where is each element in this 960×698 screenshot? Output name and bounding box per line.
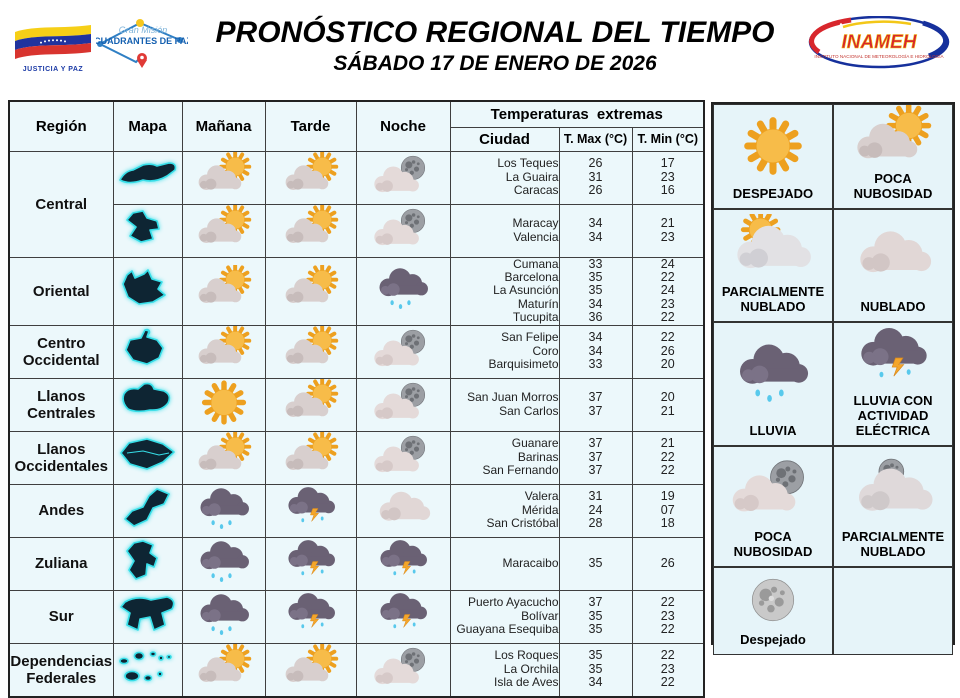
- tmin-value: 22: [660, 269, 675, 284]
- cloud-icon: [837, 222, 949, 288]
- city-name: Isla de Aves: [494, 675, 559, 690]
- inameh-seal-icon: [807, 16, 952, 70]
- tmin-value: 07: [660, 502, 675, 517]
- tmax-cell: [559, 590, 632, 643]
- table-row: [9, 537, 704, 590]
- tmax-value: 31: [588, 169, 603, 184]
- region-label: Oriental: [9, 257, 113, 325]
- sun-cloud-icon: [273, 205, 349, 252]
- tmin-cell: [632, 590, 704, 643]
- legend-label: POCA NUBOSIDAD: [853, 171, 933, 201]
- city-name: Maracaibo: [502, 555, 559, 570]
- sun-cloud-icon: [273, 379, 349, 426]
- legend-item: [713, 104, 833, 209]
- sun-cloud-icon: [273, 432, 349, 479]
- col-header-noche: Noche: [356, 101, 450, 151]
- forecast-manana-cell: [182, 431, 265, 484]
- city-name: Maracay: [512, 216, 559, 231]
- tmax-value: 34: [588, 296, 603, 311]
- col-header-ciudad: Ciudad: [450, 127, 559, 151]
- city-name: Los Teques: [497, 156, 559, 171]
- moon-icon: [727, 568, 819, 632]
- tmin-value: 17: [660, 156, 675, 171]
- tmin-value: 20: [660, 357, 675, 372]
- region-label: Centro Occidental: [9, 325, 113, 378]
- region-label: Sur: [9, 590, 113, 643]
- legend-item: [833, 209, 953, 322]
- justicia-y-paz-logo: [12, 20, 94, 73]
- forecast-tarde-cell: [265, 643, 356, 697]
- city-cell: [450, 431, 559, 484]
- tmin-cell: [632, 378, 704, 431]
- city-name: Cumana: [513, 257, 559, 271]
- map-cell: [113, 204, 182, 257]
- col-header-region: Región: [9, 101, 113, 151]
- legend-label: PARCIALMENTE NUBLADO: [721, 284, 825, 314]
- forecast-tarde-cell: [265, 590, 356, 643]
- tmin-cell: [632, 204, 704, 257]
- forecast-tarde-cell: [265, 151, 356, 204]
- sun-cloud-icon: [273, 265, 349, 312]
- forecast-noche-cell: [356, 431, 450, 484]
- table-row: [9, 590, 704, 643]
- tmax-cell: [559, 378, 632, 431]
- tmin-value: 21: [660, 216, 675, 231]
- city-name: San Fernando: [482, 463, 559, 478]
- sun-icon: [186, 379, 262, 426]
- map-zuliana-icon: [117, 539, 179, 583]
- sun-icon: [727, 114, 819, 178]
- tmax-cell: [559, 204, 632, 257]
- mission-line1: Gran Misión: [118, 25, 168, 35]
- tmin-value: 19: [660, 489, 675, 504]
- legend-item: [713, 567, 833, 655]
- forecast-manana-cell: [182, 378, 265, 431]
- map-centro-occidental-icon: [117, 327, 179, 371]
- sun-cloud-icon: [186, 152, 262, 199]
- city-name: San Cristóbal: [486, 516, 559, 531]
- inameh-tagline: INSTITUTO NACIONAL DE METEOROLOGÍA E HIDROLOGÍA: [814, 54, 944, 59]
- city-name: Bolívar: [521, 608, 559, 623]
- region-label: Andes: [9, 484, 113, 537]
- col-header-tmin: T. Min (°C): [632, 127, 704, 151]
- forecast-manana-cell: [182, 257, 265, 325]
- legend-label: LLUVIA CON ACTIVIDAD ELÉCTRICA: [853, 393, 933, 438]
- tmin-value: 23: [660, 296, 675, 311]
- tmin-cell: [632, 537, 704, 590]
- tmax-value: 35: [588, 608, 603, 623]
- map-cell: [113, 431, 182, 484]
- forecast-noche-cell: [356, 325, 450, 378]
- legend-label: POCA NUBOSIDAD: [733, 529, 813, 559]
- sun-cloud-icon: [837, 105, 949, 171]
- rain-icon: [186, 485, 262, 532]
- tmin-value: 23: [660, 229, 675, 244]
- tmax-value: 37: [588, 449, 603, 464]
- city-name: San Felipe: [501, 330, 559, 345]
- city-name: Valencia: [513, 229, 559, 244]
- tmax-value: 35: [588, 648, 603, 663]
- tmin-value: 21: [660, 436, 675, 451]
- rain-icon: [717, 340, 829, 406]
- region-label: Central: [9, 151, 113, 257]
- city-name: Guanare: [511, 436, 559, 451]
- forecast-noche-cell: [356, 204, 450, 257]
- moon-cloud-icon: [365, 326, 441, 373]
- forecast-tarde-cell: [265, 537, 356, 590]
- legend-label: DESPEJADO: [732, 186, 814, 201]
- forecast-manana-cell: [182, 643, 265, 697]
- city-name: Caracas: [513, 183, 559, 198]
- city-name: San Carlos: [499, 403, 559, 418]
- legend-item: [833, 322, 953, 446]
- flag-caption: JUSTICIA Y PAZ: [22, 66, 84, 73]
- tmin-cell: [632, 643, 704, 697]
- venezuela-flag-icon: [13, 20, 93, 60]
- col-header-tarde: Tarde: [265, 101, 356, 151]
- forecast-tarde-cell: [265, 257, 356, 325]
- map-andes-icon: [117, 486, 179, 530]
- city-name: Guayana Esequiba: [456, 622, 559, 637]
- map-cell: [113, 643, 182, 697]
- tmax-value: 37: [588, 595, 603, 610]
- sun-cloud-icon: [186, 644, 262, 691]
- tmax-value: 34: [588, 343, 603, 358]
- moon-cloud-icon: [365, 432, 441, 479]
- tmax-value: 36: [588, 310, 603, 325]
- map-cell: [113, 590, 182, 643]
- forecast-tarde-cell: [265, 378, 356, 431]
- map-central-a-icon: [117, 153, 179, 197]
- tmax-value: 33: [588, 257, 603, 271]
- forecast-noche-cell: [356, 257, 450, 325]
- tmax-value: 35: [588, 661, 603, 676]
- cloud-icon: [365, 485, 441, 532]
- tmin-value: 22: [660, 622, 675, 637]
- rain-icon: [365, 265, 441, 312]
- legend-label: NUBLADO: [860, 299, 926, 314]
- table-row: [9, 431, 704, 484]
- legend-item-empty: [833, 567, 953, 655]
- tmin-value: 23: [660, 169, 675, 184]
- forecast-tarde-cell: [265, 325, 356, 378]
- city-name: San Juan Morros: [467, 390, 559, 405]
- map-cell: [113, 151, 182, 204]
- inameh-name: INAMEH: [841, 32, 917, 53]
- city-name: La Asunción: [493, 283, 559, 298]
- city-cell: [450, 325, 559, 378]
- forecast-tarde-cell: [265, 431, 356, 484]
- tmax-cell: [559, 537, 632, 590]
- mission-line2: CUADRANTES DE PAZ: [96, 36, 188, 46]
- forecast-noche-cell: [356, 590, 450, 643]
- tmax-value: 35: [588, 283, 603, 298]
- map-cell: [113, 257, 182, 325]
- storm-icon: [273, 485, 349, 532]
- tmin-value: 22: [660, 449, 675, 464]
- forecast-manana-cell: [182, 151, 265, 204]
- forecast-tarde-cell: [265, 484, 356, 537]
- tmin-value: 22: [660, 675, 675, 690]
- tmax-value: 34: [588, 330, 603, 345]
- tmax-value: 34: [588, 216, 603, 231]
- map-sur-icon: [117, 592, 179, 636]
- tmin-value: 22: [660, 310, 675, 325]
- tmax-value: 37: [588, 403, 603, 418]
- sun-cloud-icon: [273, 644, 349, 691]
- title-block: [170, 16, 820, 76]
- col-header-tmax: T. Max (°C): [559, 127, 632, 151]
- page-title: PRONÓSTICO REGIONAL DEL TIEMPO: [215, 16, 775, 49]
- col-header-temps: Temperaturas extremas: [450, 101, 704, 127]
- forecast-noche-cell: [356, 151, 450, 204]
- storm-icon: [365, 538, 441, 585]
- forecast-manana-cell: [182, 204, 265, 257]
- tmin-cell: [632, 151, 704, 204]
- tmax-value: 33: [588, 357, 603, 372]
- tmin-value: 24: [660, 283, 675, 298]
- table-row: [9, 484, 704, 537]
- map-cell: [113, 537, 182, 590]
- col-header-mapa: Mapa: [113, 101, 182, 151]
- tmax-value: 35: [588, 269, 603, 284]
- city-cell: [450, 590, 559, 643]
- map-cell: [113, 378, 182, 431]
- tmin-value: 22: [660, 463, 675, 478]
- tmin-value: 23: [660, 608, 675, 623]
- city-name: La Orchila: [503, 661, 559, 676]
- tmin-value: 24: [660, 257, 675, 271]
- table-row: [9, 151, 704, 204]
- legend-item: [713, 322, 833, 446]
- tmin-value: 21: [660, 403, 675, 418]
- inameh-logo: [807, 16, 952, 75]
- storm-icon: [273, 538, 349, 585]
- tmax-value: 34: [588, 675, 603, 690]
- tmax-value: 37: [588, 463, 603, 478]
- tmax-value: 31: [588, 489, 603, 504]
- tmax-cell: [559, 151, 632, 204]
- page-subtitle: SÁBADO 17 DE ENERO DE 2026: [333, 52, 657, 75]
- sun-clouds-icon: [717, 214, 829, 280]
- sun-cloud-icon: [186, 205, 262, 252]
- region-label: Llanos Occidentales: [9, 431, 113, 484]
- tmax-value: 26: [588, 156, 603, 171]
- city-cell: [450, 378, 559, 431]
- storm-icon: [837, 325, 949, 391]
- forecast-manana-cell: [182, 590, 265, 643]
- tmax-value: 26: [588, 183, 603, 198]
- forecast-noche-cell: [356, 484, 450, 537]
- city-name: Puerto Ayacucho: [467, 595, 559, 610]
- legend-item: [713, 446, 833, 567]
- city-name: Coro: [532, 343, 559, 358]
- table-row: [9, 204, 704, 257]
- city-name: Mérida: [521, 502, 559, 517]
- tmin-value: 18: [660, 516, 675, 531]
- sun-cloud-icon: [273, 326, 349, 373]
- legend-item: [713, 209, 833, 322]
- legend-label: Despejado: [740, 632, 806, 647]
- forecast-noche-cell: [356, 378, 450, 431]
- tmin-value: 23: [660, 661, 675, 676]
- city-cell: [450, 537, 559, 590]
- tmax-value: 28: [588, 516, 603, 531]
- tmax-value: 35: [588, 555, 603, 570]
- legend: [711, 102, 955, 645]
- sun-cloud-icon: [273, 152, 349, 199]
- forecast-noche-cell: [356, 537, 450, 590]
- tmin-value: 20: [660, 390, 675, 405]
- forecast-tarde-cell: [265, 204, 356, 257]
- moon-cloud-icon: [365, 152, 441, 199]
- city-name: Maturín: [517, 296, 559, 311]
- tmin-value: 26: [660, 343, 675, 358]
- moon-cloud-icon: [365, 644, 441, 691]
- tmin-value: 22: [660, 595, 675, 610]
- tmin-value: 16: [660, 183, 675, 198]
- tmax-cell: [559, 643, 632, 697]
- city-name: Valera: [524, 489, 559, 504]
- tmin-cell: [632, 484, 704, 537]
- city-cell: [450, 204, 559, 257]
- map-cell: [113, 484, 182, 537]
- city-name: Tucupita: [512, 310, 559, 325]
- legend-label: LLUVIA: [749, 423, 797, 438]
- map-cell: [113, 325, 182, 378]
- moon-cloud-icon: [365, 205, 441, 252]
- city-name: Los Roques: [494, 648, 559, 663]
- table-row: [9, 378, 704, 431]
- tmax-cell: [559, 325, 632, 378]
- table-row: [9, 257, 704, 325]
- city-name: Barinas: [517, 449, 559, 464]
- tmin-value: 26: [660, 555, 675, 570]
- tmax-cell: [559, 484, 632, 537]
- forecast-noche-cell: [356, 643, 450, 697]
- city-name: Barquisimeto: [488, 357, 559, 372]
- legend-label: PARCIALMENTE NUBLADO: [841, 529, 945, 559]
- moon-cloud-icon: [365, 379, 441, 426]
- city-cell: [450, 257, 559, 325]
- city-cell: [450, 643, 559, 697]
- tmin-value: 22: [660, 330, 675, 345]
- map-central-b-icon: [117, 206, 179, 250]
- table-row: [9, 325, 704, 378]
- moon-clouds-icon: [837, 455, 949, 521]
- tmin-cell: [632, 325, 704, 378]
- tmax-value: 24: [588, 502, 603, 517]
- city-cell: [450, 484, 559, 537]
- tmax-value: 34: [588, 229, 603, 244]
- tmax-value: 35: [588, 622, 603, 637]
- forecast-manana-cell: [182, 537, 265, 590]
- col-header-manana: Mañana: [182, 101, 265, 151]
- region-label: Llanos Centrales: [9, 378, 113, 431]
- map-llanos-centrales-icon: [117, 380, 179, 424]
- tmin-value: 22: [660, 648, 675, 663]
- city-name: Barcelona: [504, 269, 559, 284]
- forecast-manana-cell: [182, 484, 265, 537]
- storm-icon: [365, 591, 441, 638]
- tmax-cell: [559, 257, 632, 325]
- table-row: [9, 643, 704, 697]
- legend-item: [833, 446, 953, 567]
- storm-icon: [273, 591, 349, 638]
- legend-item: [833, 104, 953, 209]
- forecast-manana-cell: [182, 325, 265, 378]
- tmax-cell: [559, 431, 632, 484]
- map-dependencias-icon: [117, 645, 179, 689]
- tmin-cell: [632, 431, 704, 484]
- rain-icon: [186, 591, 262, 638]
- region-label: Zuliana: [9, 537, 113, 590]
- rain-icon: [186, 538, 262, 585]
- region-label: Dependencias Federales: [9, 643, 113, 697]
- city-name: La Guaira: [505, 169, 559, 184]
- city-cell: [450, 151, 559, 204]
- forecast-table: [8, 100, 705, 698]
- tmin-cell: [632, 257, 704, 325]
- tmax-value: 37: [588, 390, 603, 405]
- sun-cloud-icon: [186, 432, 262, 479]
- map-llanos-occidentales-icon: [117, 433, 179, 477]
- sun-cloud-icon: [186, 326, 262, 373]
- tmax-value: 37: [588, 436, 603, 451]
- moon-cloud-icon: [717, 455, 829, 521]
- sun-cloud-icon: [186, 265, 262, 312]
- map-oriental-icon: [117, 267, 179, 311]
